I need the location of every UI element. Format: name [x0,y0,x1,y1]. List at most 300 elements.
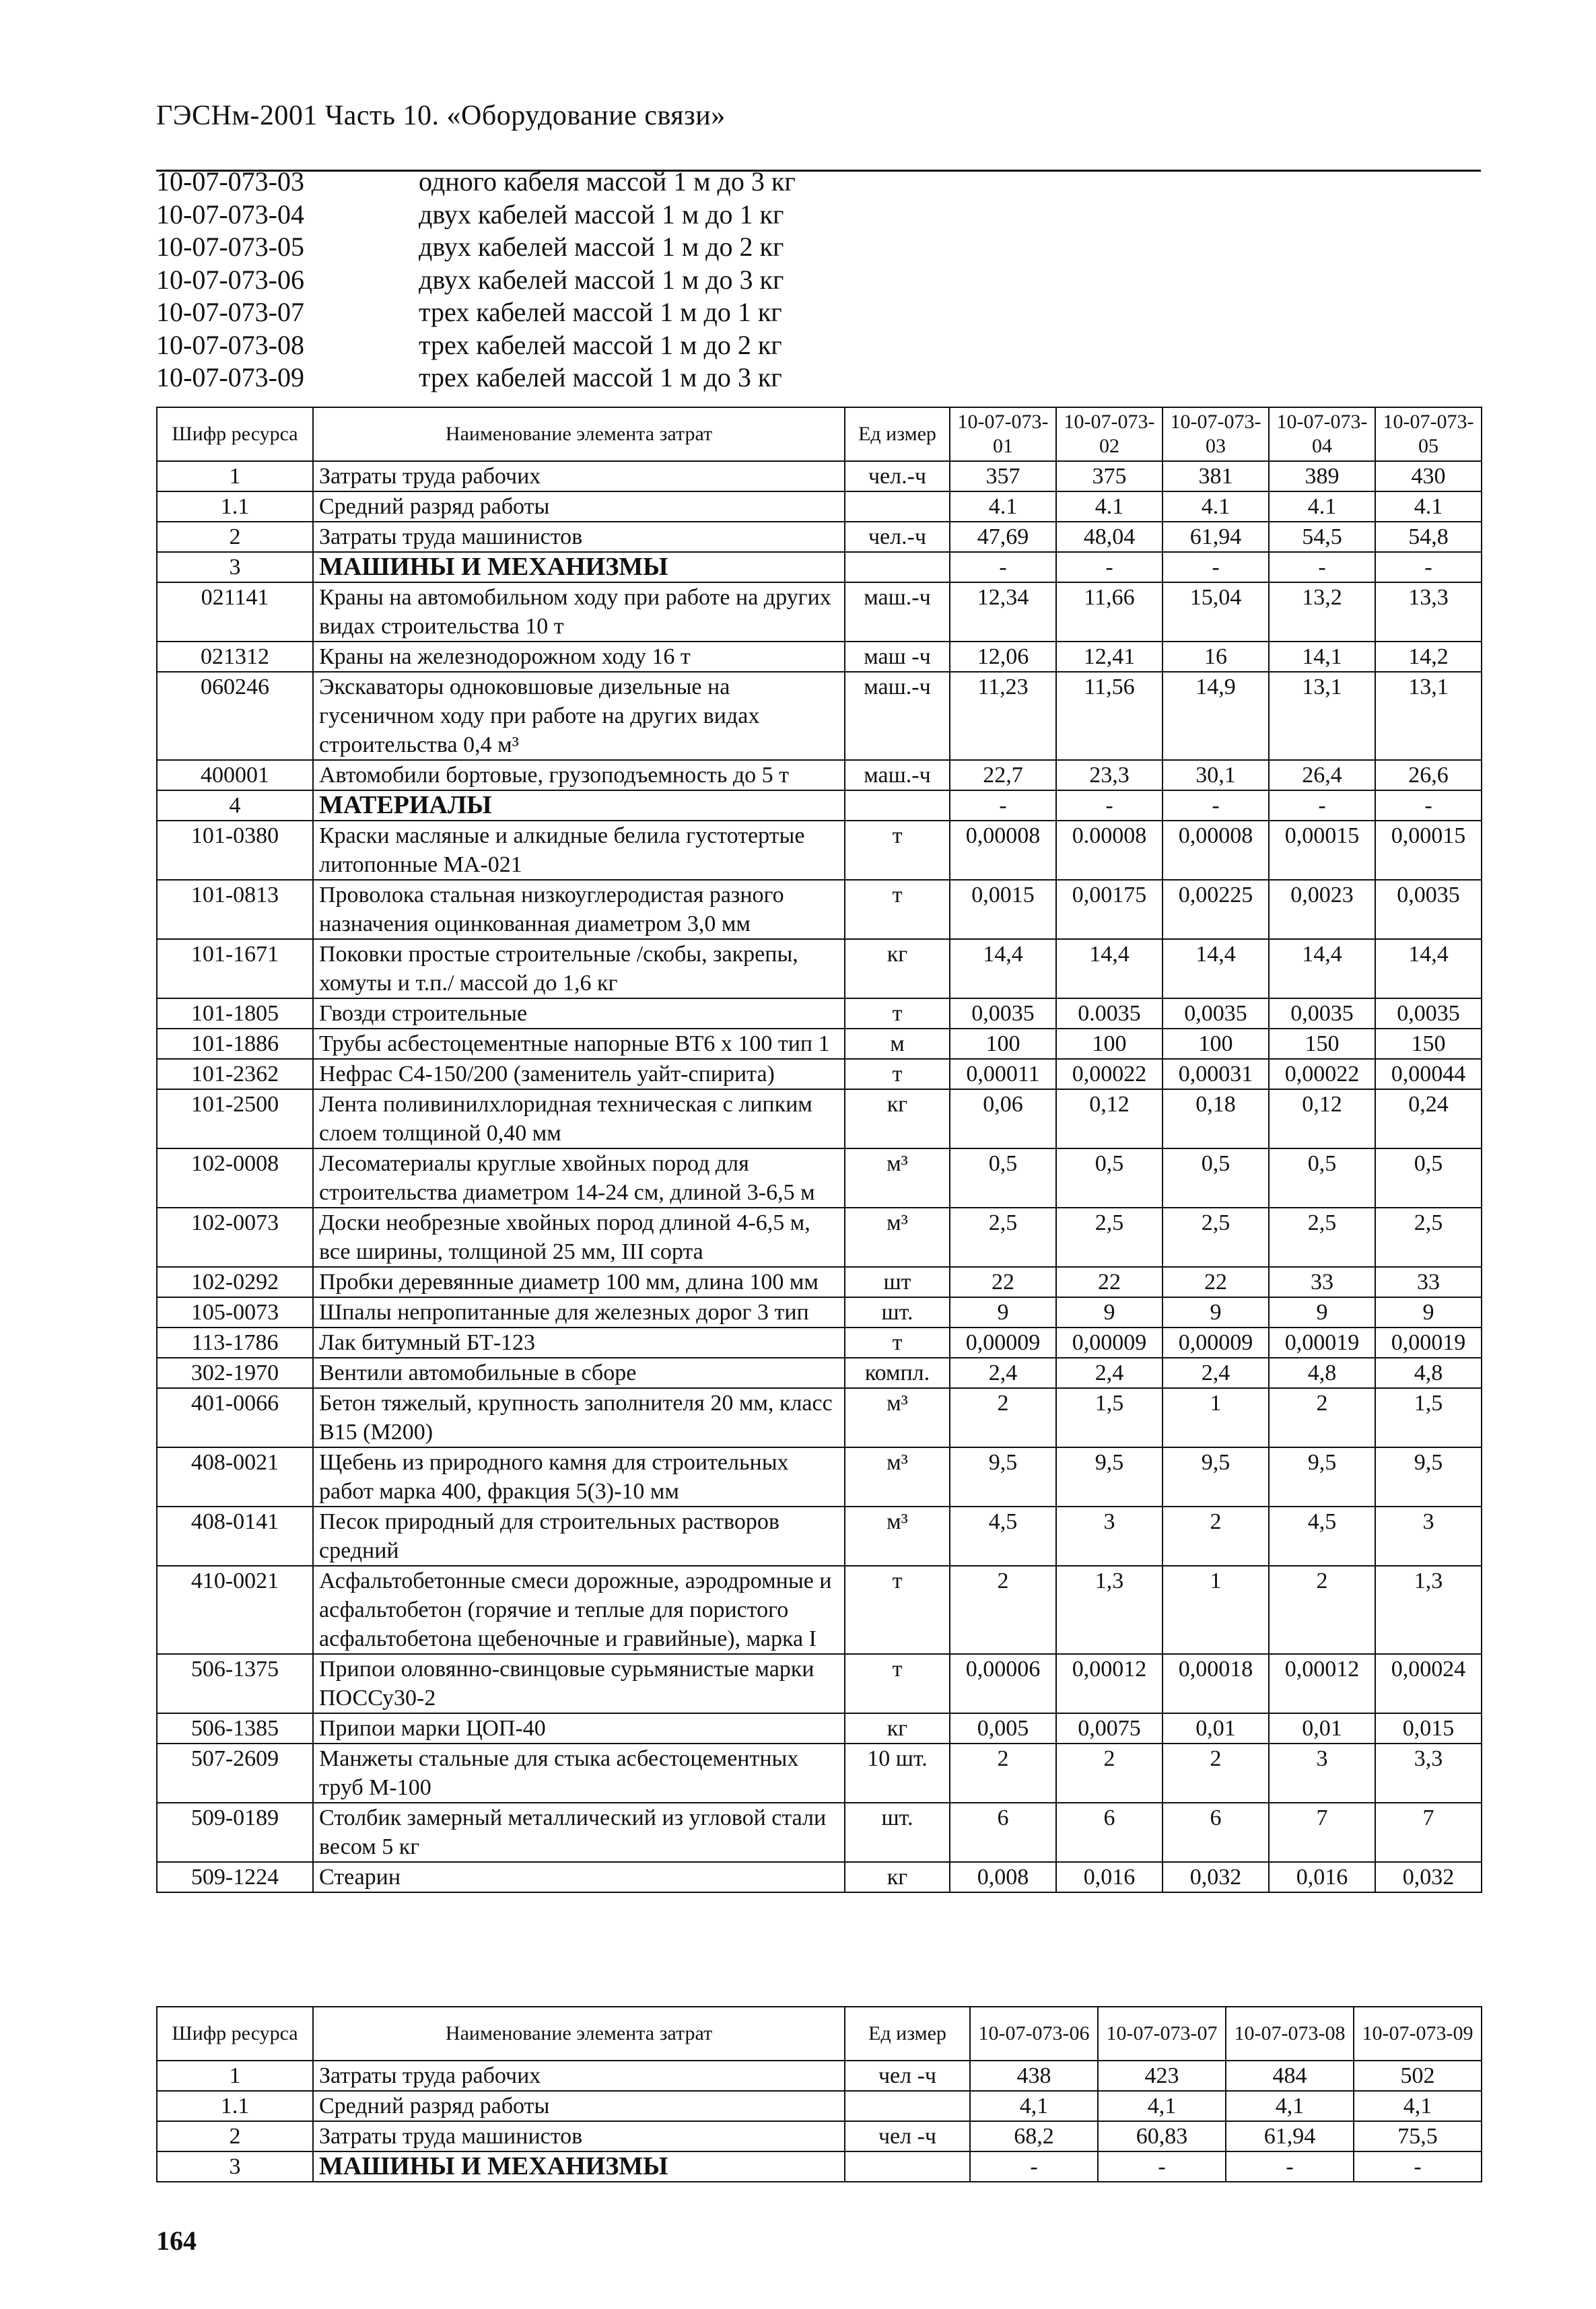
resource-value: 4.1 [1163,491,1269,522]
resource-value: 9,5 [1163,1447,1269,1507]
resource-value: 0,0035 [1269,998,1375,1029]
table-row [157,880,1482,939]
table-row [157,552,1482,582]
header-col-3: 10-07-073-03 [1163,407,1269,461]
resource-value: 11,23 [950,672,1056,760]
resource-value: 0,00009 [950,1328,1056,1358]
table-row [157,1358,1482,1388]
header-col-7: 10-07-073-07 [1098,2007,1226,2061]
table-row [157,672,1482,760]
code-list [156,166,964,394]
resource-code: 101-0380 [157,821,313,880]
resource-value: 150 [1269,1029,1375,1059]
resource-code: 506-1375 [157,1654,313,1713]
resource-value: 1,3 [1056,1566,1163,1654]
header-unit: Ед измер [845,2007,970,2061]
resource-value: 0,032 [1375,1862,1482,1892]
code-list-code: 10-07-073-08 [156,329,304,360]
resource-value: 9 [1269,1297,1375,1328]
resource-value: 1,5 [1375,1388,1482,1447]
resource-value: 14,4 [1269,939,1375,998]
resource-value: 12,06 [950,642,1056,672]
table-row [157,461,1482,491]
resource-value: 0,00175 [1056,880,1163,939]
resource-code: 102-0008 [157,1148,313,1208]
resource-value: 9 [1056,1297,1163,1328]
resource-name: Поковки простые строительные /скобы, закрепы, хомуты и т.п./ массой до 1,6 кг [313,939,845,998]
resource-value: 54,8 [1375,522,1482,552]
header-col-8: 10-07-073-08 [1226,2007,1354,2061]
resource-value: 6 [1163,1803,1269,1862]
table-row [157,522,1482,552]
table-row [157,1208,1482,1267]
resource-value: 0,5 [1269,1148,1375,1208]
resource-value: 0,0015 [950,880,1056,939]
resource-value: 4,1 [970,2091,1098,2121]
resource-value: 26,6 [1375,760,1482,790]
table-row [157,1566,1482,1654]
resource-value: 2,5 [950,1208,1056,1267]
resource-unit [845,2091,970,2121]
resource-value: 6 [950,1803,1056,1862]
resource-value: 14,4 [1056,939,1163,998]
resource-code: 410-0021 [157,1566,313,1654]
resource-unit [845,491,950,522]
resource-unit [845,2151,970,2182]
resource-value: 14,2 [1375,642,1482,672]
resource-name: Затраты труда машинистов [313,2121,845,2151]
resource-unit [845,552,950,582]
resource-name: Краски масляные и алкидные белила густотертые литопонные МА-021 [313,821,845,880]
code-list-code: 10-07-073-06 [156,264,304,295]
resource-value: 0,00031 [1163,1059,1269,1089]
resource-name: Нефрас С4-150/200 (заменитель уайт-спирита) [313,1059,845,1089]
resource-value: 14,4 [1163,939,1269,998]
resource-value: 0,01 [1163,1713,1269,1744]
page-number: 164 [156,2226,197,2256]
resource-value: 13,1 [1269,672,1375,760]
resource-unit: маш.-ч [845,582,950,642]
resource-value: 3,3 [1375,1744,1482,1803]
resource-value: 2,5 [1375,1208,1482,1267]
resource-code: 102-0292 [157,1267,313,1297]
table-row [157,1744,1482,1803]
resource-unit: маш.-ч [845,672,950,760]
resource-value: 100 [1056,1029,1163,1059]
resource-value: - [1354,2151,1482,2182]
resource-code: 3 [157,2151,313,2182]
resource-value: 0,01 [1269,1713,1375,1744]
resource-value: 60,83 [1098,2121,1226,2151]
table-row [157,642,1482,672]
resource-value: 7 [1269,1803,1375,1862]
table-row [157,1713,1482,1744]
resource-code: 105-0073 [157,1297,313,1328]
resource-value: 0,00009 [1056,1328,1163,1358]
code-list-code: 10-07-073-05 [156,232,304,262]
resource-value: 61,94 [1226,2121,1354,2151]
table-row [157,821,1482,880]
resource-value: 0,008 [950,1862,1056,1892]
resource-value: 4.1 [1375,491,1482,522]
resource-code: 101-1886 [157,1029,313,1059]
resource-unit: шт. [845,1803,950,1862]
resource-value: 484 [1226,2061,1354,2091]
resource-value: 4.1 [1269,491,1375,522]
resource-value: 0,00015 [1375,821,1482,880]
resource-unit [845,790,950,821]
resource-value: 0,00019 [1375,1328,1482,1358]
table-row [157,1507,1482,1566]
table-row [157,939,1482,998]
resource-unit: чел -ч [845,2121,970,2151]
resource-value: 48,04 [1056,522,1163,552]
resource-unit: т [845,998,950,1029]
resource-value: - [1375,552,1482,582]
resource-value: 0,00044 [1375,1059,1482,1089]
resource-value: - [1375,790,1482,821]
resource-value: 2 [950,1566,1056,1654]
code-list-item [156,264,964,297]
resource-value: 9 [950,1297,1056,1328]
resource-name: Затраты труда машинистов [313,522,845,552]
resource-value: 0.0035 [1056,998,1163,1029]
resource-value: 100 [1163,1029,1269,1059]
resource-value: 0,0035 [950,998,1056,1029]
resource-value: 2 [950,1388,1056,1447]
resource-value: 0.00008 [1056,821,1163,880]
resource-name: МАШИНЫ И МЕХАНИЗМЫ [313,552,845,582]
resource-name: Манжеты стальные для стыка асбестоцементных труб М-100 [313,1744,845,1803]
table-row [157,1267,1482,1297]
resource-value: 16 [1163,642,1269,672]
resource-value: 0,00012 [1056,1654,1163,1713]
table-row [157,1447,1482,1507]
resource-unit: 10 шт. [845,1744,950,1803]
resource-value: 14,4 [1375,939,1482,998]
resource-value: 9,5 [1056,1447,1163,1507]
resource-unit: кг [845,939,950,998]
resource-value: - [1098,2151,1226,2182]
resource-value: 100 [950,1029,1056,1059]
table-row [157,582,1482,642]
resource-value: 0,0075 [1056,1713,1163,1744]
resource-name: Бетон тяжелый, крупность заполнителя 20 мм, класс В15 (М200) [313,1388,845,1447]
resource-unit: т [845,1654,950,1713]
resource-value: 9 [1375,1297,1482,1328]
resource-name: Затраты труда рабочих [313,2061,845,2091]
resource-code: 1.1 [157,2091,313,2121]
header-col-5: 10-07-073-05 [1375,407,1482,461]
resource-unit: чел.-ч [845,522,950,552]
resource-code: 1 [157,461,313,491]
resource-value: 0,0035 [1375,998,1482,1029]
resource-value: 0,00012 [1269,1654,1375,1713]
resource-value: 12,41 [1056,642,1163,672]
resource-value: 0,00225 [1163,880,1269,939]
resource-value: 61,94 [1163,522,1269,552]
resource-value: 0,00022 [1269,1059,1375,1089]
resource-value: 26,4 [1269,760,1375,790]
resource-table-2 [156,2006,1482,2182]
resource-code: 400001 [157,760,313,790]
resource-value: 9,5 [1269,1447,1375,1507]
code-list-code: 10-07-073-04 [156,199,304,230]
resource-code: 021312 [157,642,313,672]
resource-unit: чел -ч [845,2061,970,2091]
table-row [157,2151,1482,2182]
resource-code: 101-0813 [157,880,313,939]
resource-code: 2 [157,522,313,552]
resource-code: 408-0141 [157,1507,313,1566]
resource-value: 0,5 [1163,1148,1269,1208]
resource-unit: т [845,880,950,939]
resource-name: Затраты труда рабочих [313,461,845,491]
resource-value: 1,3 [1375,1566,1482,1654]
header-col-4: 10-07-073-04 [1269,407,1375,461]
resource-value: 1 [1163,1388,1269,1447]
table-row [157,491,1482,522]
resource-code: 506-1385 [157,1713,313,1744]
resource-value: 0,005 [950,1713,1056,1744]
resource-value: 0,015 [1375,1713,1482,1744]
resource-value: 3 [1056,1507,1163,1566]
table-row [157,2061,1482,2091]
resource-code: 408-0021 [157,1447,313,1507]
resource-name: Трубы асбестоцементные напорные ВТ6 х 100 тип 1 [313,1029,845,1059]
resource-value: 1 [1163,1566,1269,1654]
resource-code: 507-2609 [157,1744,313,1803]
resource-value: 68,2 [970,2121,1098,2151]
resource-value: 0,00015 [1269,821,1375,880]
resource-name: Припои марки ЦОП-40 [313,1713,845,1744]
resource-code: 101-1671 [157,939,313,998]
resource-value: 2 [1269,1566,1375,1654]
table-row [157,998,1482,1029]
resource-unit: маш -ч [845,642,950,672]
resource-name: Щебень из природного камня для строительных работ марка 400, фракция 5(3)-10 мм [313,1447,845,1507]
code-list-description: одного кабеля массой 1 м до 3 кг [419,166,796,197]
resource-value: 0,12 [1056,1089,1163,1148]
resource-unit: кг [845,1089,950,1148]
resource-value: - [1163,552,1269,582]
resource-value: 2,5 [1056,1208,1163,1267]
header-name: Наименование элемента затрат [313,407,845,461]
resource-name: Припои оловянно-свинцовые сурьмянистые марки ПОССу30-2 [313,1654,845,1713]
resource-unit: т [845,821,950,880]
resource-value: 0,00006 [950,1654,1056,1713]
resource-code: 509-0189 [157,1803,313,1862]
resource-value: 0,24 [1375,1089,1482,1148]
header-col-1: 10-07-073-01 [950,407,1056,461]
resource-value: 4,5 [950,1507,1056,1566]
header-col-2: 10-07-073-02 [1056,407,1163,461]
resource-value: 438 [970,2061,1098,2091]
resource-value: 2,5 [1163,1208,1269,1267]
resource-name: Лесоматериалы круглые хвойных пород для строительства диаметром 14-24 см, длиной 3-6,5 м [313,1148,845,1208]
resource-value: 22,7 [950,760,1056,790]
resource-value: - [950,790,1056,821]
resource-code: 113-1786 [157,1328,313,1358]
resource-value: 4,5 [1269,1507,1375,1566]
resource-name: Экскаваторы одноковшовые дизельные на гусеничном ходу при работе на других видах строительства 0,4 м³ [313,672,845,760]
page-header-title: ГЭСНм-2001 Часть 10. «Оборудование связи» [156,100,726,131]
resource-value: - [1163,790,1269,821]
resource-value: 2 [1056,1744,1163,1803]
resource-name: Стеарин [313,1862,845,1892]
resource-unit: маш.-ч [845,760,950,790]
table-row [157,2091,1482,2121]
resource-code: 2 [157,2121,313,2151]
resource-unit: м [845,1029,950,1059]
resource-value: 0,5 [950,1148,1056,1208]
table-row [157,1654,1482,1713]
header-unit: Ед измер [845,407,950,461]
resource-unit: шт [845,1267,950,1297]
resource-value: - [950,552,1056,582]
resource-name: Проволока стальная низкоуглеродистая разного назначения оцинкованная диаметром 3,0 мм [313,880,845,939]
resource-value: 0,016 [1056,1862,1163,1892]
resource-value: 22 [1163,1267,1269,1297]
resource-name: Средний разряд работы [313,491,845,522]
resource-code: 101-2500 [157,1089,313,1148]
resource-value: 357 [950,461,1056,491]
resource-code: 101-2362 [157,1059,313,1089]
header-code: Шифр ресурса [157,407,313,461]
resource-value: 13,2 [1269,582,1375,642]
resource-value: 4,1 [1098,2091,1226,2121]
resource-value: 14,4 [950,939,1056,998]
resource-name: Вентили автомобильные в сборе [313,1358,845,1388]
header-code: Шифр ресурса [157,2007,313,2061]
resource-value: 150 [1375,1029,1482,1059]
resource-value: 3 [1269,1744,1375,1803]
resource-value: 0,5 [1056,1148,1163,1208]
resource-name: Лак битумный БТ-123 [313,1328,845,1358]
resource-name: Краны на железнодорожном ходу 16 т [313,642,845,672]
resource-value: 4.1 [1056,491,1163,522]
resource-value: 2,4 [950,1358,1056,1388]
table-row [157,1803,1482,1862]
code-list-code: 10-07-073-03 [156,166,304,197]
resource-name: Доски необрезные хвойных пород длиной 4-6,5 м, все ширины, толщиной 25 мм, III сорта [313,1208,845,1267]
resource-name: МАШИНЫ И МЕХАНИЗМЫ [313,2151,845,2182]
resource-unit: шт. [845,1297,950,1328]
resource-value: 9,5 [950,1447,1056,1507]
resource-value: 1,5 [1056,1388,1163,1447]
resource-value: 0,12 [1269,1089,1375,1148]
resource-unit: т [845,1566,950,1654]
resource-value: 502 [1354,2061,1482,2091]
resource-unit: м³ [845,1148,950,1208]
code-list-code: 10-07-073-07 [156,297,304,327]
resource-code: 401-0066 [157,1388,313,1447]
resource-name: Гвозди строительные [313,998,845,1029]
code-list-code: 10-07-073-09 [156,362,304,392]
resource-value: 375 [1056,461,1163,491]
resource-code: 509-1224 [157,1862,313,1892]
resource-value: 0,06 [950,1089,1056,1148]
resource-code: 302-1970 [157,1358,313,1388]
resource-value: 4,1 [1354,2091,1482,2121]
resource-value: 2 [1163,1744,1269,1803]
header-col-6: 10-07-073-06 [970,2007,1098,2061]
resource-unit: кг [845,1862,950,1892]
resource-value: 14,1 [1269,642,1375,672]
resource-value: 0,18 [1163,1089,1269,1148]
resource-value: 7 [1375,1803,1482,1862]
resource-value: 2 [950,1744,1056,1803]
resource-value: 23,3 [1056,760,1163,790]
resource-value: 4,1 [1226,2091,1354,2121]
resource-unit: т [845,1328,950,1358]
resource-unit: м³ [845,1507,950,1566]
resource-value: 11,56 [1056,672,1163,760]
resource-value: 0,0023 [1269,880,1375,939]
table-row [157,2121,1482,2151]
resource-code: 102-0073 [157,1208,313,1267]
resource-value: 3 [1375,1507,1482,1566]
resource-unit: кг [845,1713,950,1744]
resource-name: Шпалы непропитанные для железных дорог 3 тип [313,1297,845,1328]
resource-value: - [1226,2151,1354,2182]
resource-unit: чел.-ч [845,461,950,491]
resource-value: 9 [1163,1297,1269,1328]
table-row [157,1328,1482,1358]
resource-name: Автомобили бортовые, грузоподъемность до 5 т [313,760,845,790]
resource-value: 11,66 [1056,582,1163,642]
resource-value: 2 [1269,1388,1375,1447]
resource-code: 4 [157,790,313,821]
table-row [157,1059,1482,1089]
resource-value: 0,032 [1163,1862,1269,1892]
resource-unit: м³ [845,1388,950,1447]
code-list-description: трех кабелей массой 1 м до 2 кг [419,329,782,360]
code-list-item [156,296,964,329]
resource-value: - [1056,552,1163,582]
code-list-description: двух кабелей массой 1 м до 1 кг [419,199,784,230]
resource-value: 47,69 [950,522,1056,552]
resource-value: 2 [1163,1507,1269,1566]
code-list-item [156,231,964,264]
resource-value: 0,00008 [950,821,1056,880]
resource-unit: м³ [845,1208,950,1267]
header-name: Наименование элемента затрат [313,2007,845,2061]
code-list-description: трех кабелей массой 1 м до 3 кг [419,362,782,392]
resource-value: 14,9 [1163,672,1269,760]
resource-name: Асфальтобетонные смеси дорожные, аэродромные и асфальтобетон (горячие и теплые для пористого асфальтобетона щебеночные и гравийные), марка I [313,1566,845,1654]
resource-value: 4.1 [950,491,1056,522]
table-row [157,1089,1482,1148]
resource-value: 12,34 [950,582,1056,642]
table-row [157,1148,1482,1208]
resource-code: 021141 [157,582,313,642]
resource-value: 4,8 [1269,1358,1375,1388]
table-row [157,1862,1482,1892]
resource-name: Средний разряд работы [313,2091,845,2121]
resource-value: 2,5 [1269,1208,1375,1267]
resource-value: 0,016 [1269,1862,1375,1892]
resource-value: 2,4 [1056,1358,1163,1388]
resource-value: 0,00018 [1163,1654,1269,1713]
header-col-9: 10-07-073-09 [1354,2007,1482,2061]
resource-table-1 [156,407,1482,1893]
code-list-item [156,361,964,394]
resource-value: 6 [1056,1803,1163,1862]
resource-value: 54,5 [1269,522,1375,552]
resource-value: 0,00024 [1375,1654,1482,1713]
resource-code: 060246 [157,672,313,760]
